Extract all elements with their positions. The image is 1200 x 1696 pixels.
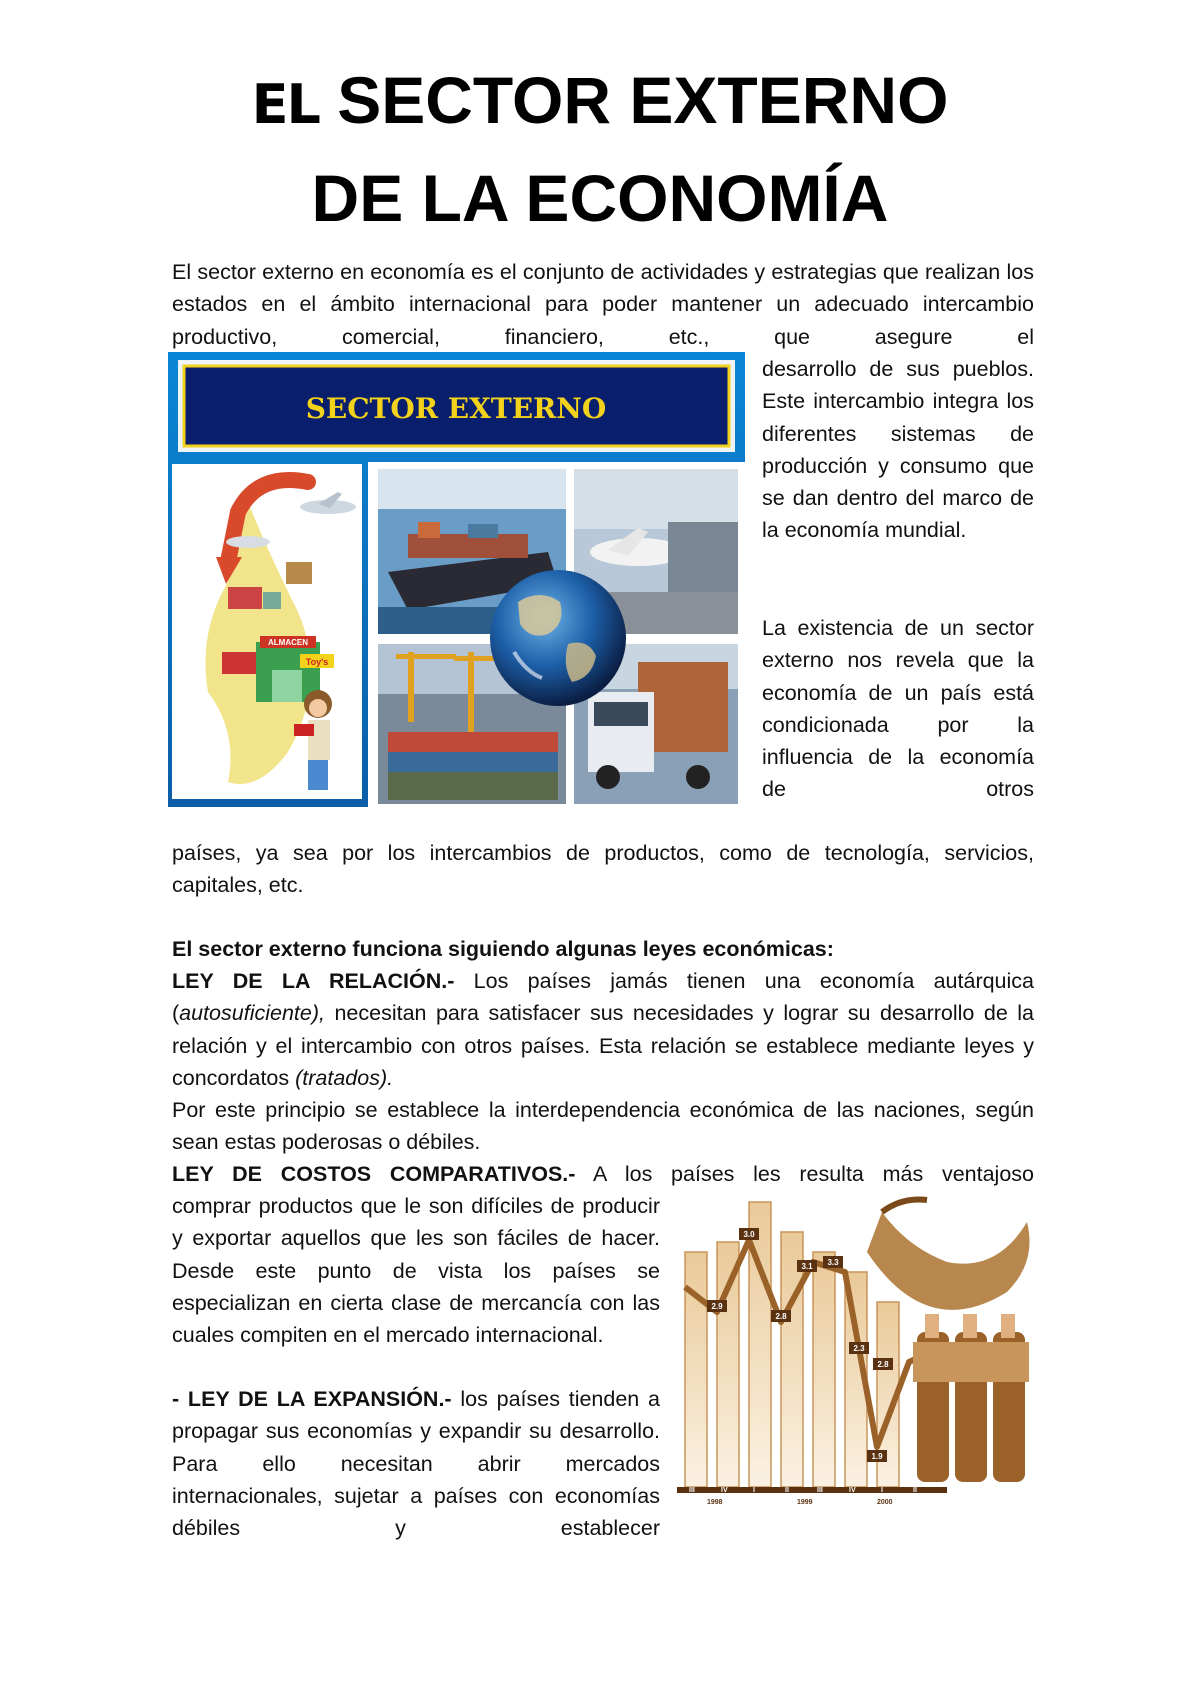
point-label: 2.9: [711, 1302, 723, 1311]
point-label: 2.3: [853, 1344, 865, 1353]
ley-costos-title: LEY DE COSTOS COMPARATIVOS.-: [172, 1162, 576, 1186]
store-sign: ALMACEN: [268, 638, 308, 647]
point-label: 3.1: [801, 1262, 813, 1271]
page-title-line-1: [0, 62, 1200, 138]
axis-quarter: I: [881, 1487, 883, 1494]
axis-quarter: IV: [721, 1487, 728, 1494]
sector-externo-illustration: [168, 352, 745, 807]
ley-relacion-italic-1: autosuficiente),: [179, 1001, 325, 1026]
intro-side-paragraph-2: La existencia de un sector externo nos revela que la economía de un país está condicionada por la influencia de la economía de otros: [762, 616, 1034, 802]
axis-year: 1999: [797, 1499, 813, 1506]
axis-quarter: II: [785, 1487, 789, 1494]
axis-quarter: IV: [849, 1487, 856, 1494]
ley-relacion-title: LEY DE LA RELACIÓN.-: [172, 969, 455, 993]
title-el: EL: [251, 73, 319, 136]
point-label: 2.8: [877, 1360, 889, 1369]
intro-side-paragraph-1: desarrollo de sus pueblos. Este intercambio integra los diferentes sistemas de producción y consumo que se dan dentro del marco de la economía mundial.: [762, 357, 1034, 543]
ley-relacion-paragraph: [172, 965, 1034, 1094]
point-label: 1.9: [871, 1452, 883, 1461]
ley-expansion-paragraph: [172, 1383, 660, 1544]
economy-chart-illustration: [677, 1192, 1035, 1522]
axis-year: 2000: [877, 1499, 893, 1506]
laws-heading: [172, 933, 1034, 965]
ley-expansion-text: los países tienden a propagar sus economías y expandir su desarrollo. Para ello necesitan abrir mercados internacionales, sujetar a países con economías débiles y establecer: [172, 1387, 660, 1541]
ley-relacion-italic-2: (tratados).: [295, 1065, 394, 1090]
point-label: 3.0: [743, 1230, 755, 1239]
ley-costos-first-text: A los países les resulta más ventajoso: [575, 1162, 1034, 1186]
laws-heading-text: El sector externo funciona siguiendo algunas leyes económicas:: [172, 937, 834, 961]
ley-relacion-text-a: Los países jamás tienen una economía autárquica (: [172, 969, 1034, 1026]
toys-sign: Toy's: [305, 657, 329, 667]
axis-quarter: II: [913, 1487, 917, 1494]
globe-icon: [490, 570, 626, 706]
intro-paragraph-bottom: países, ya sea por los intercambios de productos, como de tecnología, servicios, capitales, etc.: [172, 841, 1034, 898]
axis-quarter: III: [817, 1487, 823, 1494]
point-label: 3.3: [827, 1258, 839, 1267]
ley-costos-paragraph: comprar productos que le son difíciles de producir y exportar aquellos que les son fáciles de hacer. Desde este punto de vista los países se especializan en cierta clase de mercancía con las cuales compiten en el mercado internacional.: [172, 1194, 660, 1348]
banner-title: SECTOR EXTERNO: [305, 392, 607, 425]
interdependencia-paragraph: Por este principio se establece la interdependencia económica de las naciones, según sean estas poderosas o débiles.: [172, 1098, 1034, 1155]
title-sector-externo: SECTOR EXTERNO: [337, 63, 949, 137]
intro-paragraph-top: El sector externo en economía es el conjunto de actividades y estrategias que realizan los estados en el ámbito internacional para poder mantener un adecuado intercambio productivo, comercial, financiero, etc., que asegure el: [172, 260, 1034, 349]
axis-year: 1998: [707, 1499, 723, 1506]
axis-quarter: I: [753, 1487, 755, 1494]
page-title-line-2: DE LA ECONOMÍA: [311, 161, 889, 235]
ley-costos-first-line: [172, 1158, 1034, 1190]
point-label: 2.8: [775, 1312, 787, 1321]
businessmen-figures: [913, 1314, 1029, 1482]
ley-relacion-text-b: necesitan para satisfacer sus necesidades y lograr su desarrollo de la relación y el intercambio con otros países. Esta relación se establece mediante leyes y concordatos: [172, 1001, 1034, 1090]
axis-quarter: III: [689, 1487, 695, 1494]
ley-expansion-title: - LEY DE LA EXPANSIÓN.-: [172, 1387, 452, 1411]
